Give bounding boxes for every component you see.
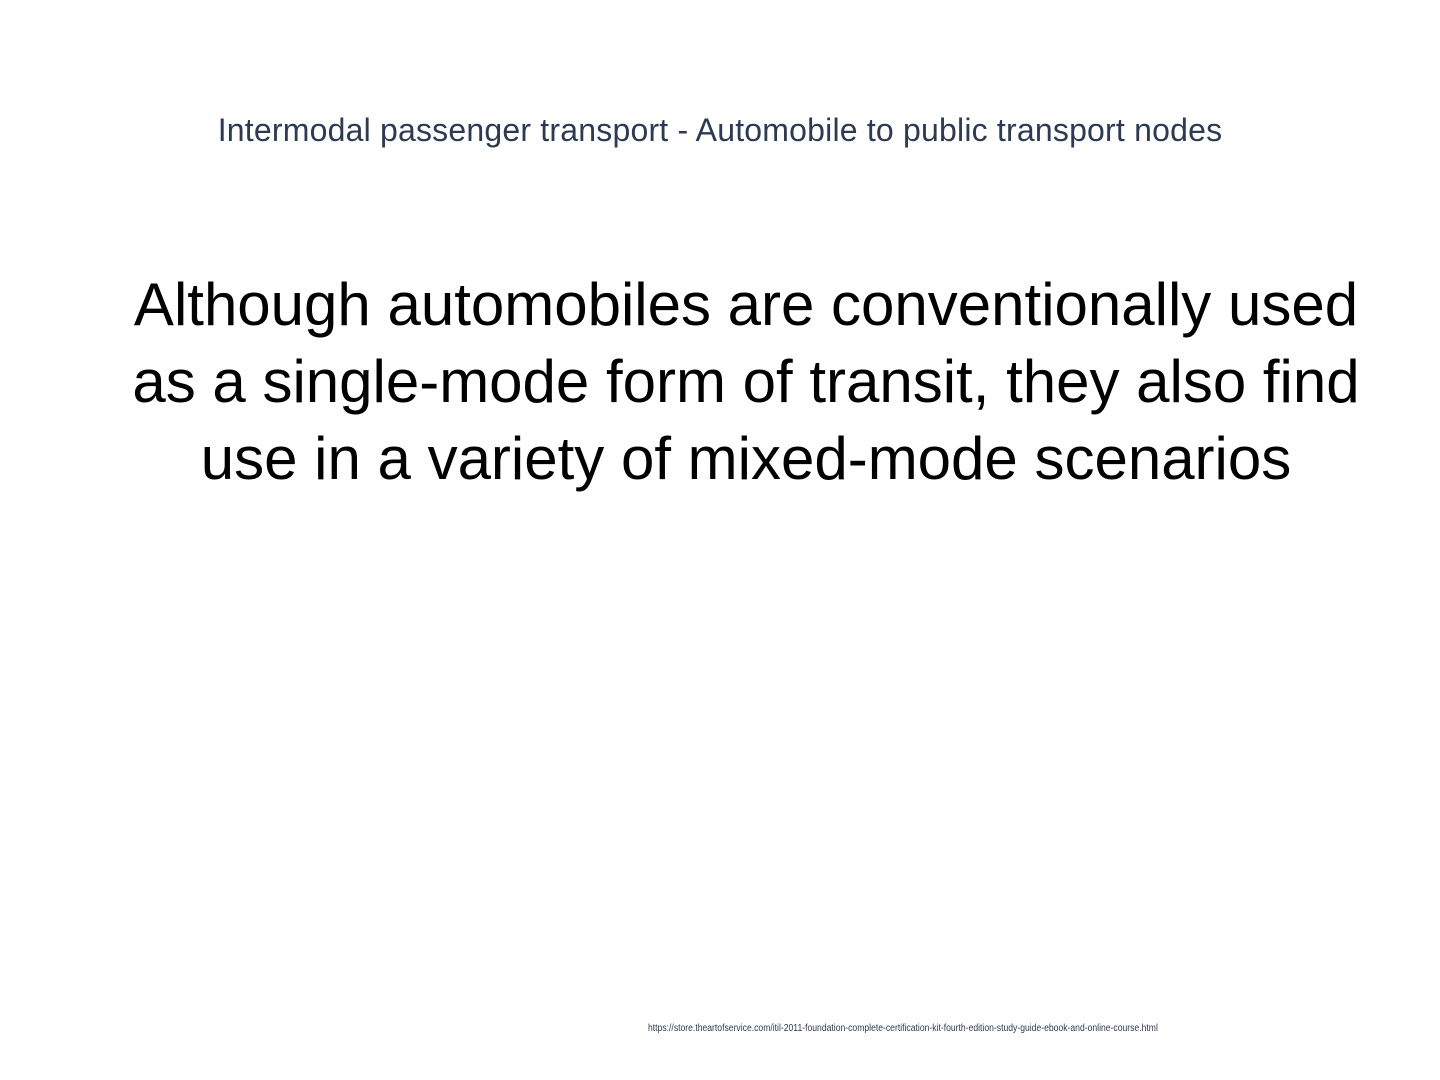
- slide-title: Intermodal passenger transport - Automobile to public transport nodes: [217, 112, 1223, 148]
- slide-body-text: Although automobiles are conventionally used as a single-mode form of transit, they also find use in a variety of mixed-mode scenarios: [132, 271, 1360, 492]
- footer-source-url[interactable]: https://store.theartofservice.com/itil-2011-foundation-complete-certification-kit-fourth-edition-study-guide-ebook-and-online-course.html: [648, 1023, 1158, 1034]
